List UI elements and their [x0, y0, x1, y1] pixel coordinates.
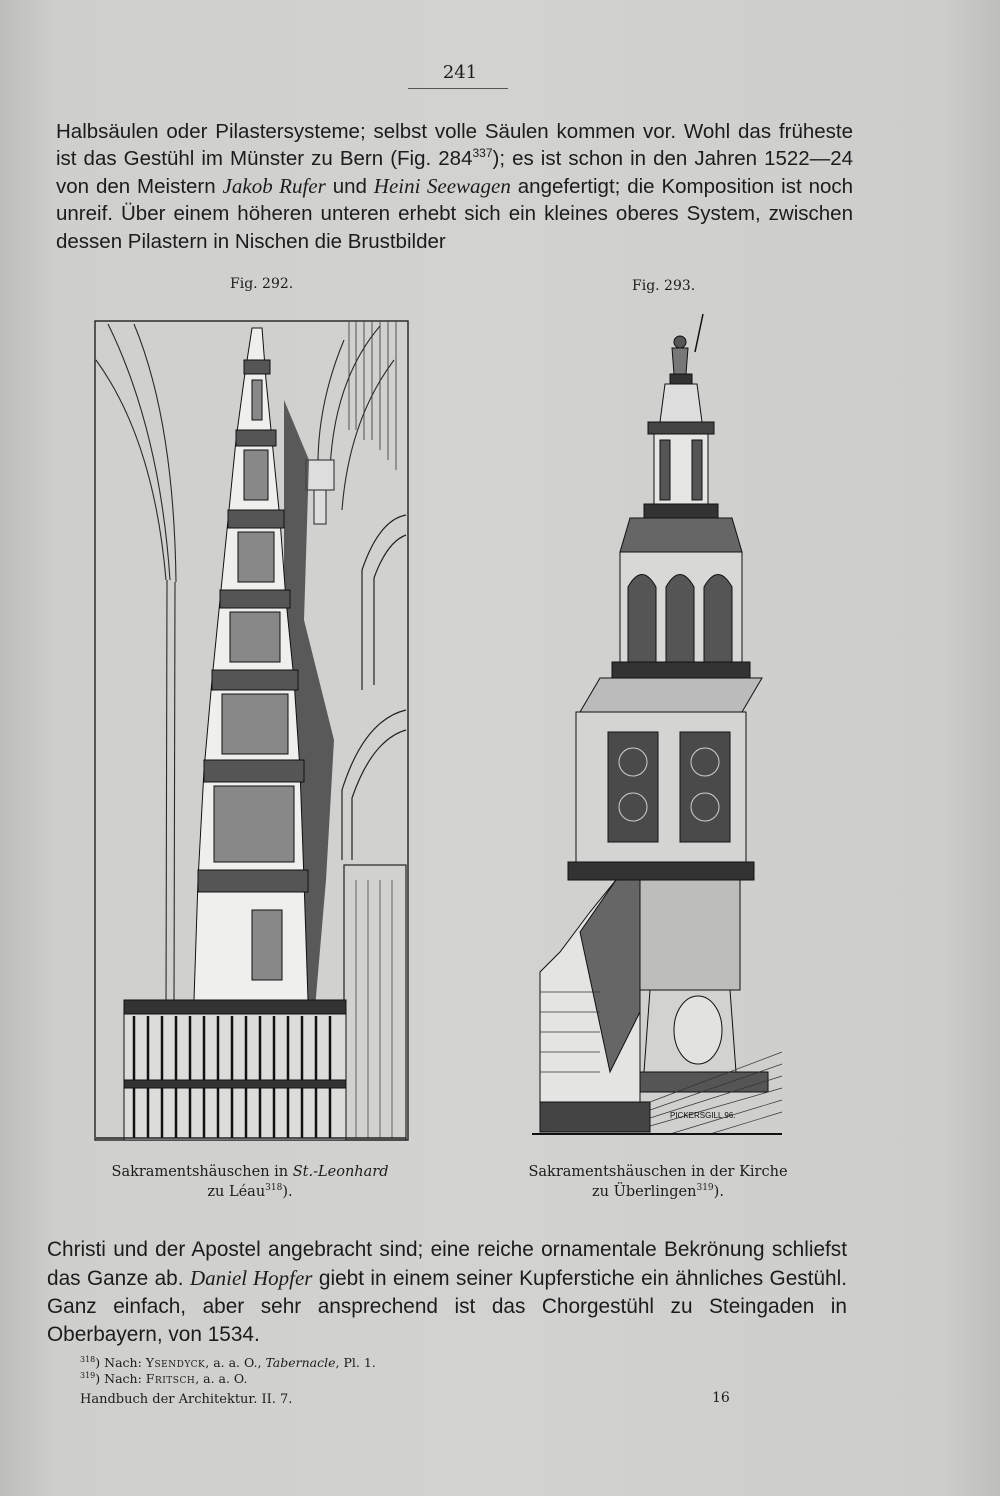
person-name: Daniel Hopfer — [189, 1266, 313, 1290]
wall-hatching — [349, 322, 396, 470]
sheet-signature-number: 16 — [712, 1390, 730, 1406]
pillar-hatching — [356, 880, 392, 1138]
footnote-text: , a. a. O. — [195, 1371, 248, 1386]
figure-293-caption — [508, 1162, 808, 1202]
staircase — [540, 880, 650, 1132]
page-number: 241 — [442, 62, 478, 83]
caption-text: zu Überlingen — [592, 1184, 697, 1200]
text-run: Halbsäulen oder Pilastersysteme; selbst volle Säulen kommen vor. Wohl das früheste ist das Gestühl im Münster zu Bern (Fig. 284 — [56, 120, 853, 171]
footnote-text: , a. a. O., — [205, 1355, 266, 1370]
railing — [124, 1000, 346, 1140]
text-run: ); es ist schon in den Jahren 1522—24 von den Meistern — [56, 147, 853, 198]
caption-text: ). — [282, 1184, 293, 1200]
person-name: Jakob Rufer — [222, 173, 326, 198]
caption-text: ). — [713, 1184, 724, 1200]
text-run: angefertigt; die Komposition ist noch unreif. Über einem höheren unteren erhebt sich ein kleines oberes System, zwischen dessen Pilastern in Nischen die Brustbilder — [56, 174, 854, 253]
footnote-author: Fritsch — [145, 1371, 196, 1386]
footnote-ref: 337 — [472, 146, 493, 161]
hanging-capital — [306, 460, 334, 524]
text-run: und — [325, 174, 374, 198]
caption-place: St.-Leonhard — [292, 1164, 389, 1180]
footnote-ref: 318 — [265, 1183, 283, 1194]
footnote-text: ) Nach: — [95, 1371, 146, 1386]
page-number-rule — [408, 88, 508, 89]
footnote-text: ) Nach: — [95, 1355, 146, 1370]
main-body — [568, 678, 762, 880]
base — [628, 880, 768, 1092]
arcade-storey — [612, 518, 750, 678]
caption-text: Sakramentshäuschen in der Kirche — [528, 1164, 788, 1180]
lantern — [644, 384, 718, 518]
footnote-text: , Pl. 1. — [335, 1355, 376, 1370]
arched-window — [342, 515, 406, 1140]
footnote-number: 319 — [80, 1370, 96, 1380]
figure-292-caption — [90, 1162, 410, 1202]
footnote-author: Ysendyck — [145, 1355, 206, 1370]
caption-text: Sakramentshäuschen in — [111, 1164, 293, 1180]
person-name: Heini Seewagen — [373, 173, 511, 198]
figure-293-label: Fig. 293. — [632, 278, 696, 294]
figure-292-illustration — [94, 320, 410, 1142]
engraver-signature: PICKERSGILL 96. — [670, 1111, 736, 1120]
footnote — [80, 1355, 580, 1371]
text-run: Christi und der Apostel angebracht sind; eine reiche ornamentale Bekrönung schliefst das Ganze ab. — [47, 1238, 847, 1290]
footnote — [80, 1371, 580, 1387]
figure-292-label: Fig. 292. — [230, 276, 294, 292]
footnote-ref: 319 — [696, 1183, 714, 1194]
figure-293-illustration — [520, 312, 786, 1138]
text-run: giebt in einem seiner Kupferstiche ein ähnliches Gestühl. Ganz einfach, aber sehr ansprechend ist das Chorgestühl zu Steingaden in Oberbayern, von 1534. — [47, 1267, 847, 1346]
footnote-number: 318 — [80, 1354, 96, 1364]
crowning-statue — [670, 314, 703, 384]
footnote-title: Tabernacle — [265, 1355, 336, 1370]
caption-text: zu Léau — [207, 1184, 266, 1200]
sheet-signature-title: Handbuch der Architektur. II. 7. — [80, 1392, 293, 1407]
top-paragraph — [56, 118, 853, 255]
footnotes — [80, 1355, 580, 1387]
bottom-paragraph — [47, 1236, 847, 1349]
